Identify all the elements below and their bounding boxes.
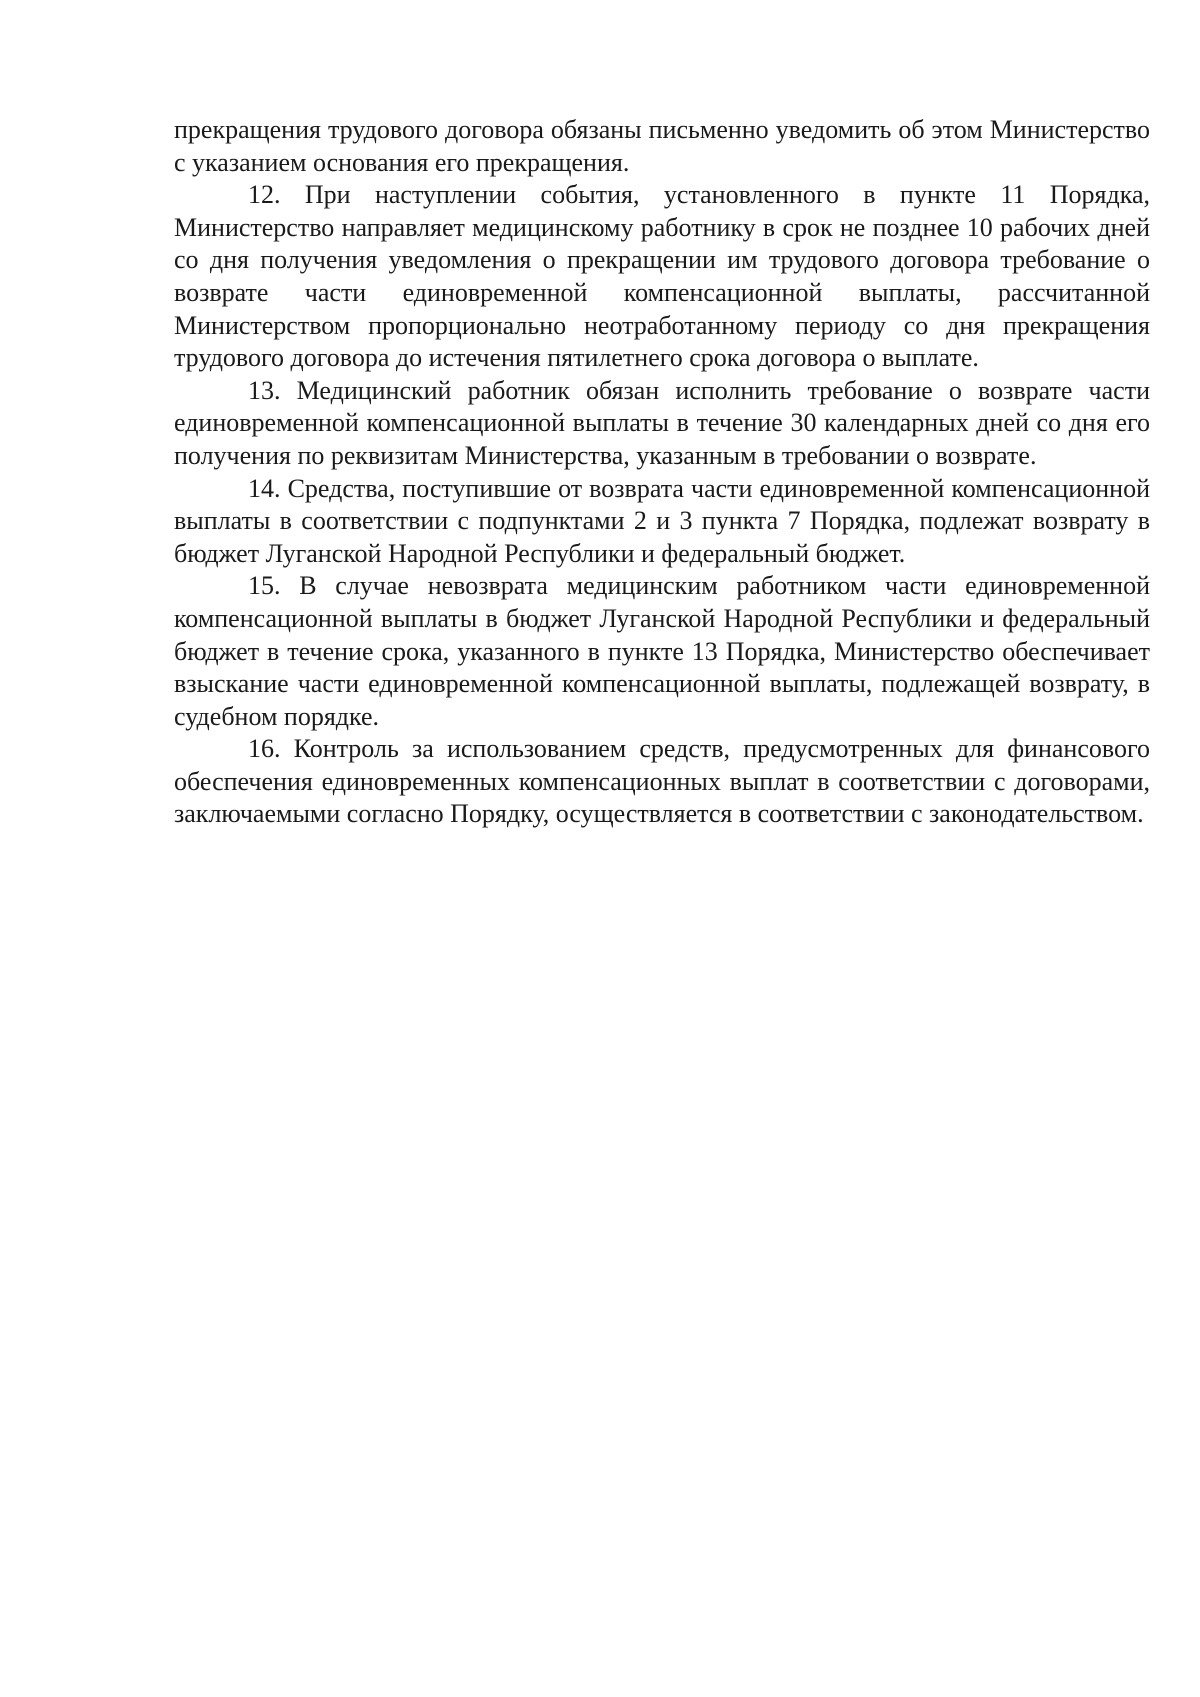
paragraph-item-14: 14. Средства, поступившие от возврата части единовременной компенсационной выплаты в соответствии с подпунктами 2 и 3 пункта 7 Порядка, подлежат возврату в бюджет Луганской Народной Республики и федеральный бюджет.: [174, 473, 1150, 568]
document-body: [174, 114, 1150, 831]
paragraph-item-16: 16. Контроль за использованием средств, предусмотренных для финансового обеспечения единовременных компенсационных выплат в соответствии с договорами, заключаемыми согласно Порядку, осуществляется в соответствии с законодательством.: [174, 734, 1150, 829]
paragraph-continuation: прекращения трудового договора обязаны письменно уведомить об этом Министерство с указанием основания его прекращения.: [174, 115, 1150, 177]
paragraph-item-13: 13. Медицинский работник обязан исполнить требование о возврате части единовременной компенсационной выплаты в течение 30 календарных дней со дня его получения по реквизитам Министерства, указанным в требовании о возврате.: [174, 375, 1150, 470]
paragraph-item-15: 15. В случае невозврата медицинским работником части единовременной компенсационной выплаты в бюджет Луганской Народной Республики и федеральный бюджет в течение срока, указанного в пункте 13 Порядка, Министерство обеспечивает взыскание части единовременной компенсационной выплаты, подлежащей возврату, в судебном порядке.: [174, 571, 1150, 731]
paragraph-item-12: 12. При наступлении события, установленного в пункте 11 Порядка, Министерство направляет медицинскому работнику в срок не позднее 10 рабочих дней со дня получения уведомления о прекращении им трудового договора требование о возврате части единовременной компенсационной выплаты, рассчитанной Министерством пропорционально неотработанному периоду со дня прекращения трудового договора до истечения пятилетнего срока договора о выплате.: [174, 180, 1150, 373]
